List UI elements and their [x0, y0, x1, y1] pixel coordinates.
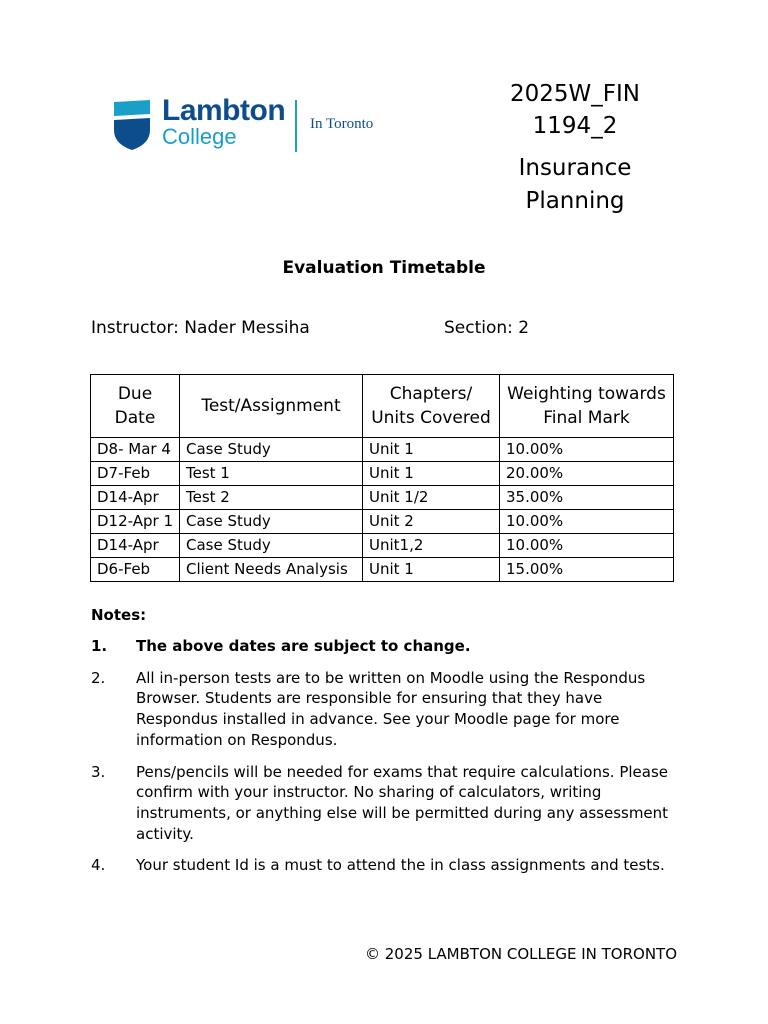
page-title: Evaluation Timetable: [282, 258, 486, 278]
cell-due-date: D7-Feb: [91, 462, 180, 486]
header-chapters: Chapters/ Units Covered: [362, 375, 499, 438]
lambton-shield-icon: [114, 100, 150, 150]
instructor-label: Instructor: Nader Messiha: [91, 318, 310, 338]
note-number: 1.: [91, 637, 108, 655]
cell-assignment: Case Study: [179, 534, 362, 558]
logo-wordmark-sub: College: [162, 124, 237, 149]
note-text: Pens/pencils will be needed for exams that require calculations. Please confirm with your instructor. No sharing of calculators, writing instruments, or anything else will be permitted during any assessment activity.: [136, 762, 669, 843]
list-item: [91, 855, 681, 876]
cell-units: Unit1,2: [362, 534, 499, 558]
cell-units: Unit 1: [362, 462, 499, 486]
header-due-date: Due Date: [91, 375, 180, 438]
cell-weighting: 15.00%: [499, 558, 673, 582]
header-weighting: Weighting towards Final Mark: [499, 375, 673, 438]
table-row: [91, 438, 674, 462]
cell-due-date: D8- Mar 4: [91, 438, 180, 462]
copyright-footer: © 2025 LAMBTON COLLEGE IN TORONTO: [365, 945, 678, 963]
table-row: [91, 510, 674, 534]
cell-units: Unit 1: [362, 438, 499, 462]
cell-weighting: 35.00%: [499, 486, 673, 510]
course-code: 2025W_FIN 1194_2: [510, 81, 640, 139]
note-text: All in-person tests are to be written on Moodle using the Respondus Browser. Students are responsible for ensuring that they have Respondus installed in advance. See your Moodle page for more information on Respondus.: [136, 668, 646, 749]
logo-divider: [295, 100, 297, 152]
cell-due-date: D14-Apr: [91, 534, 180, 558]
logo-location: In Toronto: [310, 116, 374, 132]
table-header-row: [91, 375, 674, 438]
list-item: [91, 636, 681, 657]
cell-units: Unit 1/2: [362, 486, 499, 510]
course-name: Insurance Planning: [518, 155, 632, 214]
cell-weighting: 20.00%: [499, 462, 673, 486]
cell-assignment: Case Study: [179, 510, 362, 534]
list-item: [91, 762, 681, 845]
lambton-college-logo: [92, 78, 382, 158]
note-number: 4.: [91, 856, 106, 875]
table-row: [91, 462, 674, 486]
cell-due-date: D14-Apr: [91, 486, 180, 510]
cell-assignment: Test 1: [179, 462, 362, 486]
cell-due-date: D6-Feb: [91, 558, 180, 582]
table-row: [91, 486, 674, 510]
note-number: 3.: [91, 762, 106, 781]
note-text: Your student Id is a must to attend the in class assignments and tests.: [136, 856, 665, 875]
notes-label: Notes:: [91, 606, 147, 624]
table-row: [91, 558, 674, 582]
note-text: The above dates are subject to change.: [136, 637, 471, 655]
cell-due-date: D12-Apr 1: [91, 510, 180, 534]
cell-assignment: Case Study: [179, 438, 362, 462]
list-item: [91, 668, 681, 751]
cell-weighting: 10.00%: [499, 438, 673, 462]
section-label: Section: 2: [444, 318, 530, 338]
cell-units: Unit 2: [362, 510, 499, 534]
cell-assignment: Test 2: [179, 486, 362, 510]
cell-weighting: 10.00%: [499, 534, 673, 558]
evaluation-table: [90, 374, 674, 582]
logo-wordmark: Lambton: [162, 94, 286, 127]
cell-units: Unit 1: [362, 558, 499, 582]
cell-assignment: Client Needs Analysis: [179, 558, 362, 582]
header-test-assignment: Test/Assignment: [179, 375, 362, 438]
note-number: 2.: [91, 668, 106, 687]
table-row: [91, 534, 674, 558]
notes-list: [91, 636, 681, 887]
cell-weighting: 10.00%: [499, 510, 673, 534]
